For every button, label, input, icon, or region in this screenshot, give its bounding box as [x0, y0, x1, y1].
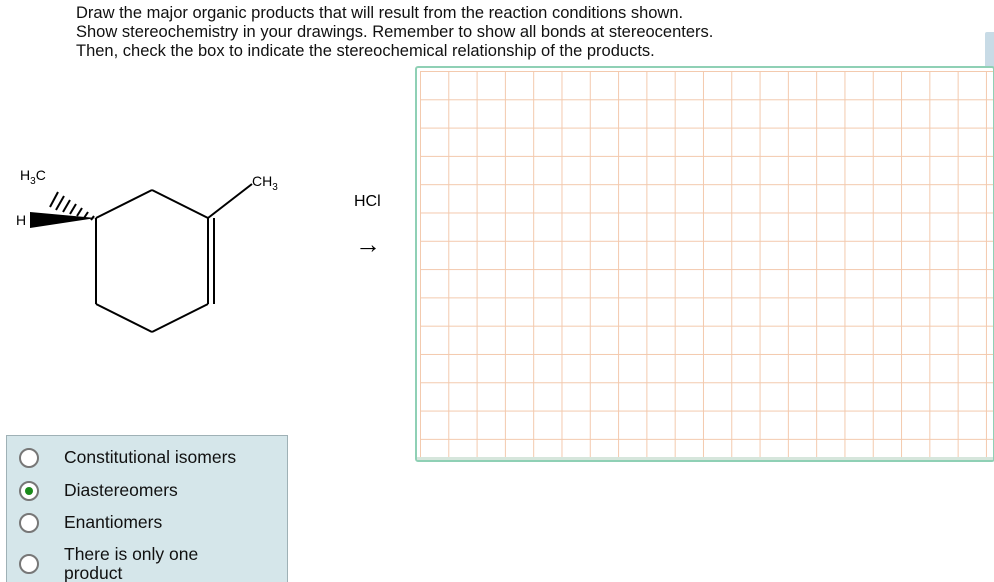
reactant-structure: [0, 150, 320, 350]
radio-button-selected[interactable]: [19, 481, 39, 501]
question-prompt: [76, 4, 713, 61]
option-label[interactable]: There is only one product: [64, 544, 199, 582]
methyl-label-right: $CH_3$: [252, 173, 278, 193]
relationship-options-panel: [6, 435, 288, 582]
option-label[interactable]: Constitutional isomers: [64, 447, 237, 467]
option-label[interactable]: Enantiomers: [64, 512, 163, 532]
drawing-canvas[interactable]: [415, 66, 994, 462]
bond: [152, 304, 208, 332]
option-label[interactable]: Diastereomers: [64, 480, 178, 500]
radio-button[interactable]: [19, 448, 39, 468]
bond: [152, 190, 208, 218]
reaction-arrow-icon: →: [355, 229, 381, 259]
reagent-label: HCl: [354, 193, 381, 210]
methyl-label-left: $H_3C$: [20, 167, 46, 187]
bond: [96, 304, 152, 332]
prompt-line-3: Then, check the box to indicate the stereochemical relationship of the products.: [76, 42, 655, 60]
bond: [96, 190, 152, 218]
radio-selected-dot: [25, 487, 33, 495]
hydrogen-label: H: [16, 212, 27, 228]
drawing-grid[interactable]: [420, 71, 993, 457]
radio-button[interactable]: [19, 554, 39, 574]
prompt-line-1: Draw the major organic products that will result from the reaction conditions shown.: [76, 4, 684, 22]
radio-button[interactable]: [19, 513, 39, 533]
bond: [208, 184, 252, 218]
canvas-bottom-rule: [417, 457, 993, 460]
prompt-line-2: Show stereochemistry in your drawings. Remember to show all bonds at stereocenters.: [76, 23, 714, 41]
